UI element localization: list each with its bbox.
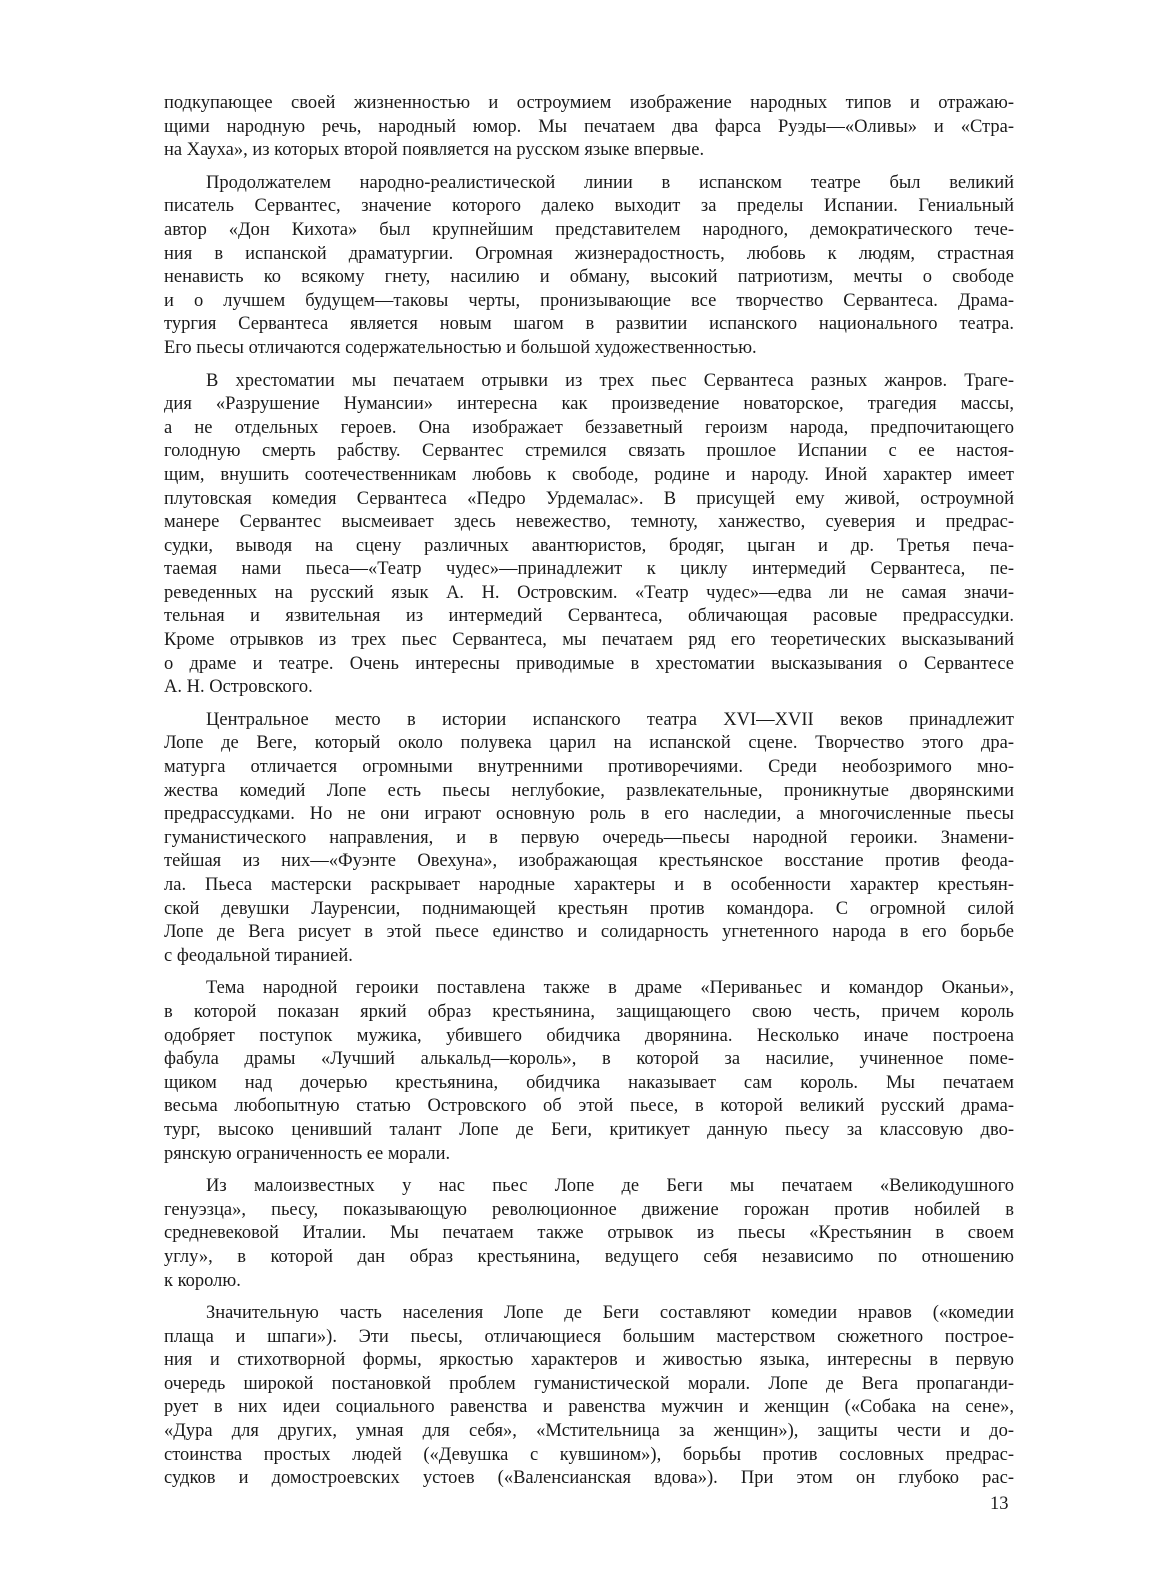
text-line: с феодальной тиранией.: [164, 945, 353, 966]
text-line: углу», в которой дан образ крестьянина, ведущего себя независимо по отношению: [164, 1246, 1014, 1267]
text-line: плаща и шпаги»). Эти пьесы, отличающиеся большим мастерством сюжетного построе-: [164, 1326, 1014, 1347]
text-line: голодную смерть рабству. Сервантес стремился связать прошлое Испании с ее настоя-: [164, 441, 1014, 462]
text-line: плутовская комедия Сервантеса «Педро Урдемалас». В присущей ему живой, остроумной: [164, 488, 1014, 509]
text-line: автор «Дон Кихота» был крупнейшим представителем народного, демократического тече-: [164, 219, 1014, 240]
text-line: Лопе де Веге, который около полувека царил на испанской сцене. Творчество этого дра-: [164, 733, 1014, 754]
text-line: очередь широкой постановкой проблем гуманистической морали. Лопе де Вега пропаганди-: [164, 1373, 1014, 1394]
text-line: тургия Сервантеса является новым шагом в развитии испанского национального театра.: [164, 314, 1014, 335]
text-line: реведенных на русский язык А. Н. Островским. «Театр чудес»—едва ли не самая значи-: [164, 582, 1014, 603]
text-line: Его пьесы отличаются содержательностью и большой художественностью.: [164, 337, 757, 358]
text-line: одобряет поступок мужика, убившего обидчика дворянина. Несколько иначе построена: [164, 1025, 1014, 1046]
text-line: Из малоизвестных у нас пьес Лопе де Беги мы печатаем «Великодушного: [206, 1176, 1014, 1197]
text-line: жества комедий Лопе есть пьесы неглубокие, развлекательные, проникнутые дворянскими: [164, 780, 1014, 801]
text-line: в которой показан яркий образ крестьянина, защищающего свою честь, причем король: [164, 1001, 1014, 1022]
text-line: «Дура для других, умная для себя», «Мстительница за женщин»), защиты чести и до-: [164, 1421, 1014, 1442]
text-line: ния и стихотворной формы, яркостью характеров и живостью языка, интересны в первую: [164, 1350, 1014, 1371]
text-line: средневековой Италии. Мы печатаем также отрывок из пьесы «Крестьянин в своем: [164, 1223, 1014, 1244]
text-line: рует в них идеи социального равенства и равенства мужчин и женщин («Собака на сене»,: [164, 1397, 1014, 1418]
text-line: предрассудками. Но не они играют основную роль в его наследии, а многочисленные пьесы: [164, 804, 1014, 825]
text-line: а не отдельных героев. Она изображает беззаветный героизм народа, предпочитающего: [164, 417, 1014, 438]
text-line: щими народную речь, народный юмор. Мы печатаем два фарса Руэды—«Оливы» и «Стра-: [164, 116, 1014, 137]
text-line: таемая нами пьеса—«Театр чудес»—принадлежит к циклу интермедий Сервантеса, пе-: [164, 559, 1014, 580]
paragraph: [164, 977, 1014, 1166]
text-line: генуэзца», пьесу, показывающую революционное движение горожан против нобилей в: [164, 1199, 1014, 1220]
text-line: тейшая из них—«Фуэнте Овехуна», изображающая крестьянское восстание против феода-: [164, 851, 1014, 872]
text-line: дия «Разрушение Нумансии» интересна как произведение новаторское, трагедия массы,: [164, 394, 1014, 415]
text-line: тург, высоко ценивший талант Лопе де Беги, критикует данную пьесу за классовую дво-: [164, 1119, 1014, 1140]
text-line: Продолжателем народно-реалистической линии в испанском театре был великий: [206, 172, 1014, 193]
text-line: фабула драмы «Лучший алькальд—король», в которой за насилие, учиненное поме-: [164, 1049, 1014, 1070]
page-number: 13: [990, 1494, 1009, 1514]
text-line: весьма любопытную статью Островского об этой пьесе, в которой великий русский драма-: [164, 1096, 1014, 1117]
text-line: Тема народной героики поставлена также в драме «Периваньес и командор Оканьи»,: [206, 978, 1014, 999]
text-line: на Хауха», из которых второй появляется на русском языке впервые.: [164, 140, 705, 161]
paragraph: [164, 1175, 1014, 1293]
page-body: [164, 92, 1014, 1500]
text-line: щиком над дочерью крестьянина, обидчика наказывает сам король. Мы печатаем: [164, 1072, 1014, 1093]
text-line: Кроме отрывков из трех пьес Сервантеса, мы печатаем ряд его теоретических высказываний: [164, 630, 1014, 651]
text-line: Лопе де Вега рисует в этой пьесе единство и солидарность угнетенного народа в его борьбе: [164, 922, 1014, 943]
text-line: писатель Сервантес, значение которого далеко выходит за пределы Испании. Гениальный: [164, 196, 1014, 217]
text-line: гуманистического направления, и в первую очередь—пьесы народной героики. Знамени-: [164, 827, 1014, 848]
paragraph: [164, 1302, 1014, 1491]
text-line: подкупающее своей жизненностью и остроумием изображение народных типов и отражаю-: [164, 93, 1014, 113]
text-line: стоинства простых людей («Девушка с кувшином»), борьбы против сословных предрас-: [164, 1444, 1014, 1465]
paragraph: [164, 709, 1014, 969]
text-line: В хрестоматии мы печатаем отрывки из трех пьес Сервантеса разных жанров. Траге-: [206, 370, 1014, 391]
text-line: и о лучшем будущем—таковы черты, пронизывающие все творчество Сервантеса. Драма-: [164, 290, 1014, 311]
text-line: А. Н. Островского.: [164, 677, 313, 698]
text-line: к королю.: [164, 1270, 241, 1291]
text-line: щим, внушить соотечественникам любовь к свободе, родине и народу. Иной характер имеет: [164, 464, 1014, 485]
text-line: рянскую ограниченность ее морали.: [164, 1143, 451, 1164]
text-line: ской девушки Лауренсии, поднимающей крестьян против командора. С огромной силой: [164, 898, 1014, 919]
paragraph: [164, 172, 1014, 361]
text-line: тельная и язвительная из интермедий Сервантеса, обличающая расовые предрассудки.: [164, 606, 1014, 627]
text-line: ния в испанской драматургии. Огромная жизнерадостность, любовь к людям, страстная: [164, 243, 1014, 264]
text-line: ненависть ко всякому гнету, насилию и обману, высокий патриотизм, мечты о свободе: [164, 267, 1014, 288]
text-line: Центральное место в истории испанского театра XVI—XVII веков принадлежит: [206, 709, 1014, 730]
text-line: матурга отличается огромными внутренними противоречиями. Среди необозримого мно-: [164, 757, 1014, 778]
text-line: ла. Пьеса мастерски раскрывает народные характеры и в особенности характер крестьян-: [164, 875, 1014, 895]
text-line: манере Сервантес высмеивает здесь невежество, темноту, ханжество, суеверия и предрас-: [164, 512, 1014, 533]
text-line: судков и домостроевских устоев («Валенсианская вдова»). При этом он глубоко рас-: [164, 1468, 1014, 1489]
text-line: судки, выводя на сцену различных авантюристов, бродяг, цыган и др. Третья печа-: [164, 535, 1014, 556]
text-line: о драме и театре. Очень интересны приводимые в хрестоматии высказывания о Сервантесе: [164, 653, 1014, 674]
paragraph: [164, 370, 1014, 700]
text-line: Значительную часть населения Лопе де Беги составляют комедии нравов («комедии: [206, 1303, 1014, 1324]
paragraph: [164, 92, 1014, 163]
